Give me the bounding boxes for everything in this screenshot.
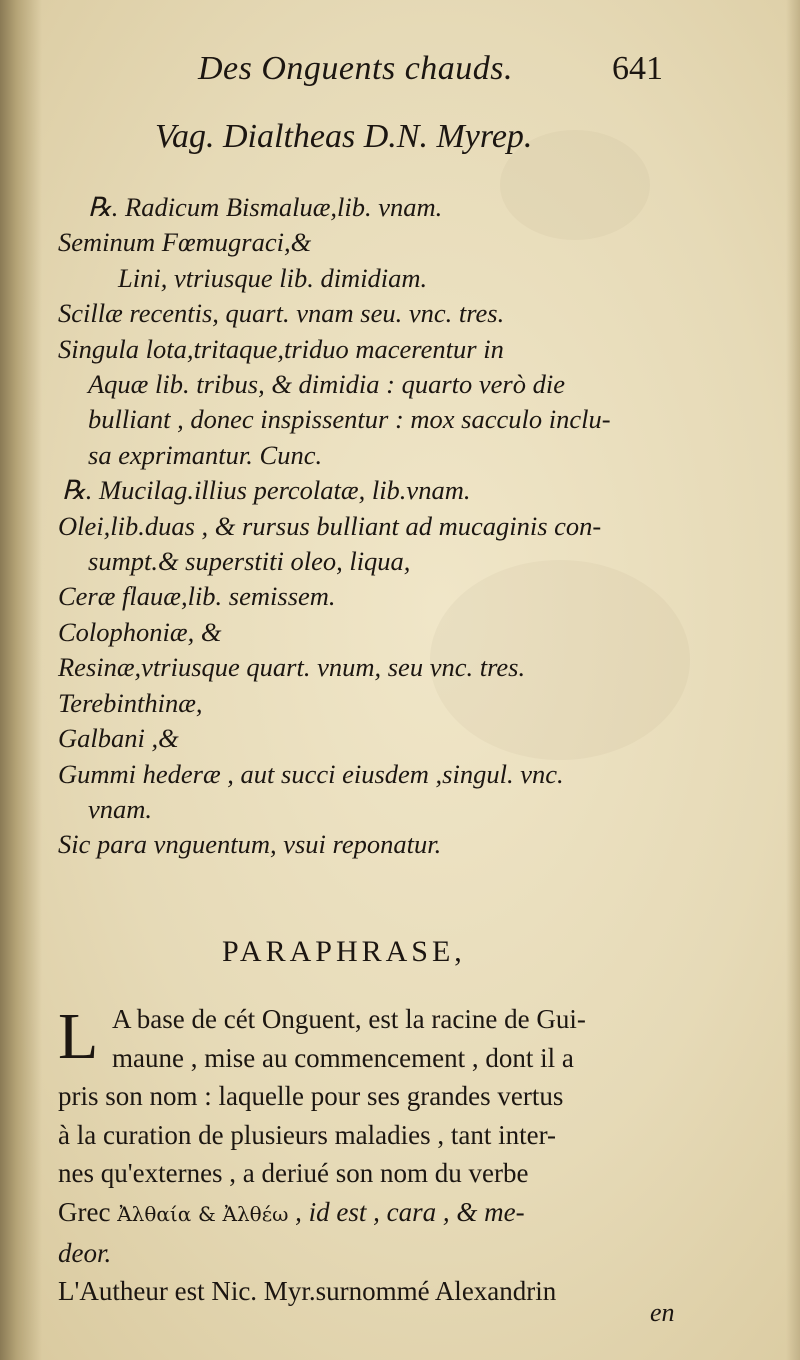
recipe-line: ℞. Radicum Bismaluæ,lib. vnam. bbox=[88, 192, 443, 222]
greek-word: Ἀλθέω bbox=[222, 1201, 289, 1226]
recipe-line: Colophoniæ, & bbox=[58, 616, 222, 647]
gutter-shadow bbox=[0, 0, 42, 1360]
recipe-line: Sic para vnguentum, vsui reponatur. bbox=[58, 829, 442, 860]
page-edge bbox=[786, 0, 800, 1360]
paraphrase-text bbox=[58, 1000, 698, 1311]
recipe-line: Gummi hederæ , aut succi eiusdem ,singul. vnc. bbox=[58, 758, 564, 789]
recipe-line: sa exprimantur. Cunc. bbox=[88, 439, 323, 470]
ampersand: & bbox=[197, 1201, 216, 1226]
page-header bbox=[0, 50, 800, 100]
text-line: maune , mise au commencement , dont il a bbox=[112, 1042, 574, 1073]
page-number: 641 bbox=[612, 50, 663, 87]
recipe-line: ℞. Mucilag.illius percolatæ, lib.vnam. bbox=[62, 475, 471, 506]
recipe-line: Singula lota,tritaque,triduo macerentur in bbox=[58, 333, 504, 364]
recipe-line: Seminum Fœmugraci,& bbox=[58, 227, 312, 258]
text-line: L'Autheur est Nic. Myr.surnommé Alexandrin bbox=[58, 1276, 557, 1307]
drop-cap: L bbox=[58, 1000, 99, 1073]
recipe-heading: Vag. Dialtheas D.N. Myrep. bbox=[155, 118, 533, 155]
recipe-line: Galbani ,& bbox=[58, 723, 179, 754]
text-line: nes qu'externes , a deriué son nom du verbe bbox=[58, 1158, 529, 1189]
recipe-line: Scillæ recentis, quart. vnam seu. vnc. tres. bbox=[58, 298, 505, 329]
section-title: PARAPHRASE, bbox=[222, 935, 466, 968]
catchword: en bbox=[650, 1298, 675, 1327]
text-line: à la curation de plusieurs maladies , tant inter- bbox=[58, 1119, 557, 1150]
recipe-line: Ceræ flauæ,lib. semissem. bbox=[58, 581, 336, 612]
recipe-block bbox=[58, 190, 758, 863]
recipe-line: bulliant , donec inspissentur : mox sacculo inclu- bbox=[88, 404, 611, 435]
text-line: A base de cét Onguent, est la racine de Gui- bbox=[112, 1004, 586, 1034]
running-title: Des Onguents chauds. bbox=[198, 50, 514, 87]
text-fragment: Grec bbox=[58, 1196, 111, 1227]
greek-word: Ἀλθαία bbox=[117, 1201, 192, 1226]
text-line bbox=[58, 1193, 698, 1234]
recipe-line: Terebinthinæ, bbox=[58, 687, 203, 718]
text-line: deor. bbox=[58, 1237, 112, 1268]
text-fragment: , id est , cara , & me- bbox=[295, 1196, 525, 1227]
recipe-line: Resinæ,vtriusque quart. vnum, seu vnc. tres. bbox=[58, 652, 526, 683]
recipe-line: Olei,lib.duas , & rursus bulliant ad mucaginis con- bbox=[58, 510, 602, 541]
recipe-line: Lini, vtriusque lib. dimidiam. bbox=[118, 262, 428, 293]
recipe-line: Aquæ lib. tribus, & dimidia : quarto verò die bbox=[88, 369, 565, 400]
recipe-line: sumpt.& superstiti oleo, liqua, bbox=[88, 546, 411, 577]
text-line: pris son nom : laquelle pour ses grandes vertus bbox=[58, 1081, 564, 1112]
recipe-line: vnam. bbox=[88, 793, 153, 824]
